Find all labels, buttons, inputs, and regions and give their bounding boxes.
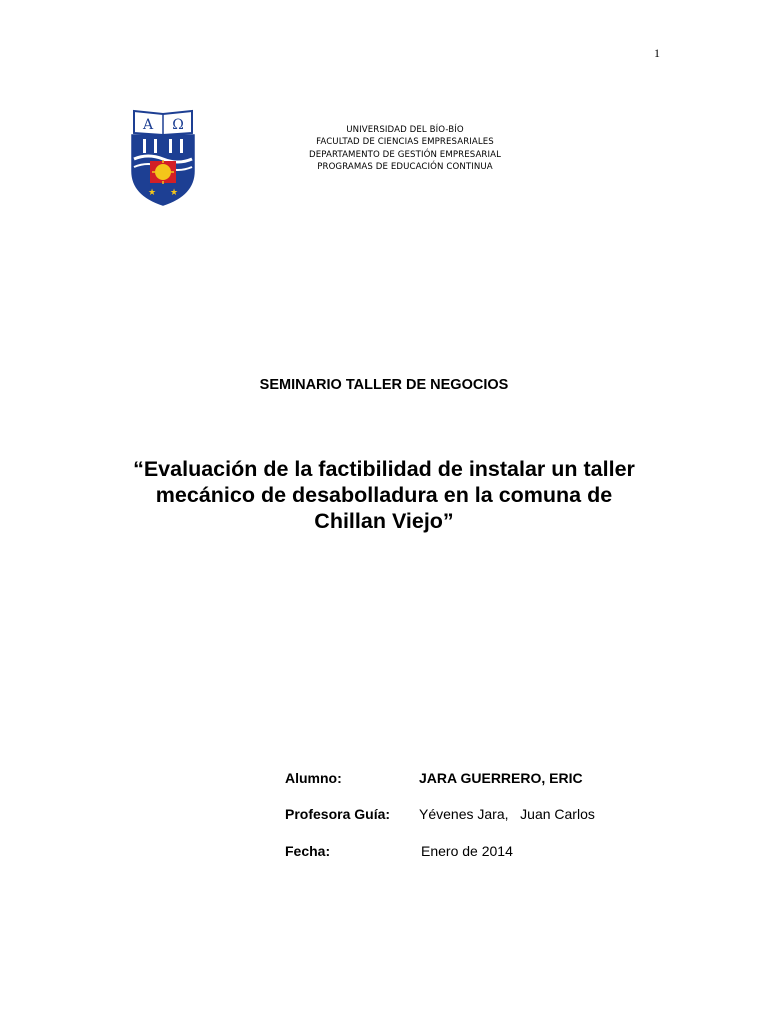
student-label: Alumno: xyxy=(285,770,342,786)
advisor-value: Yévenes Jara, Juan Carlos xyxy=(419,806,595,822)
date-value: Enero de 2014 xyxy=(421,843,513,859)
faculty-name: FACULTAD DE CIENCIAS EMPRESARIALES xyxy=(316,137,494,148)
title-line-1: “Evaluación de la factibilidad de instalar un taller xyxy=(133,457,635,481)
page-number: 1 xyxy=(654,46,660,60)
university-crest-logo xyxy=(128,107,198,207)
program-name: PROGRAMAS DE EDUCACIÓN CONTINUA xyxy=(317,161,493,172)
crest-letter-alpha: A xyxy=(142,117,154,133)
title-line-3: Chillan Viejo” xyxy=(314,509,454,533)
svg-text:★: ★ xyxy=(147,188,157,198)
seminar-heading: SEMINARIO TALLER DE NEGOCIOS xyxy=(259,377,509,393)
crest-letter-omega: Ω xyxy=(172,117,184,133)
university-name: UNIVERSIDAD DEL BÍO-BÍO xyxy=(346,125,464,135)
title-line-2: mecánico de desabolladura en la comuna de xyxy=(155,483,613,507)
student-value: JARA GUERRERO, ERIC xyxy=(419,770,583,786)
advisor-label: Profesora Guía: xyxy=(285,806,391,822)
svg-text:★: ★ xyxy=(169,188,179,198)
document-title xyxy=(100,456,668,534)
institution-header xyxy=(280,124,530,173)
department-name: DEPARTAMENTO DE GESTIÓN EMPRESARIAL xyxy=(308,149,501,160)
date-label: Fecha: xyxy=(285,843,331,859)
